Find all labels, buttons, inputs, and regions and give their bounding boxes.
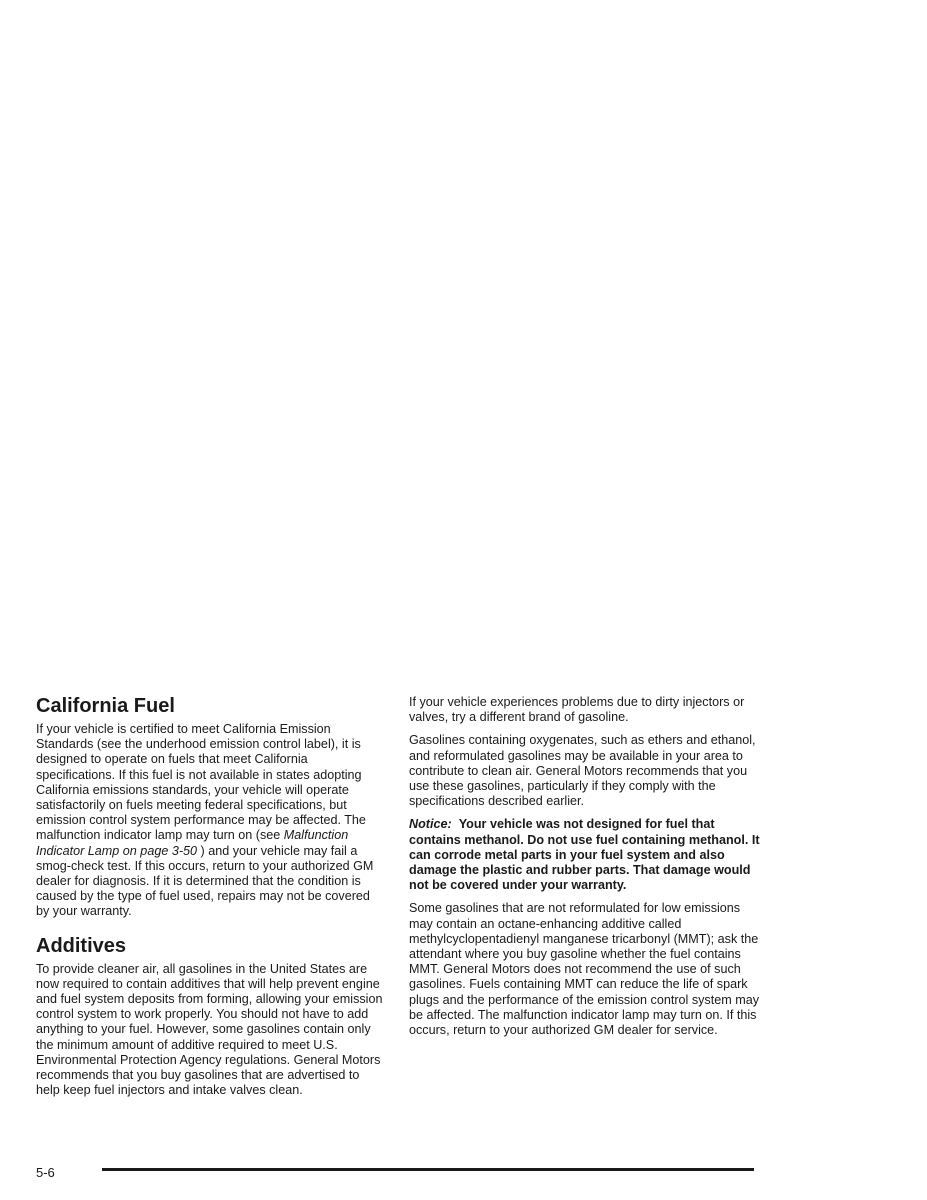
dirty-injectors-paragraph: If your vehicle experiences problems due to dirty injectors or valves, try a different brand of gasoline. xyxy=(409,695,745,725)
right-column xyxy=(409,695,761,1046)
california-fuel-text-end: ) and your vehicle may fail a smog-check test. If this occurs, return to your authorized GM dealer for diagnosis. If it is determined that the condition is caused by the type of fuel used, repairs may not be covered by your warranty. xyxy=(36,843,374,919)
left-column xyxy=(36,694,386,1106)
additives-paragraph: To provide cleaner air, all gasolines in the United States are now required to contain additives that will help prevent engine and fuel system deposits from forming, allowing your emission control system to work properly. You should not have to add anything to your fuel. However, some gasolines contain only the minimum amount of additive required to meet U.S. Environmental Protection Agency regulations. General Motors recommends that you buy gasolines that are advertised to help keep fuel injectors and intake valves clean. xyxy=(36,961,383,1098)
california-fuel-heading: California Fuel xyxy=(36,695,175,717)
methanol-notice xyxy=(409,817,761,893)
notice-text: Your vehicle was not designed for fuel that contains methanol. Do not use fuel containing methanol. It can corrode metal parts in your fuel system and also damage the plastic and rubber parts. That damage would not be covered under your warranty. xyxy=(409,817,760,893)
malfunction-lamp-cross-reference[interactable]: Malfunction Indicator Lamp on page 3-50 xyxy=(36,828,349,858)
page-number: 5-6 xyxy=(36,1165,55,1180)
additives-heading: Additives xyxy=(36,934,127,957)
california-fuel-paragraph xyxy=(36,722,386,920)
footer-rule xyxy=(102,1168,754,1171)
oxygenates-paragraph: Gasolines containing oxygenates, such as ethers and ethanol, and reformulated gasolines may be available in your area to contribute to clean air. General Motors recommends that you use these gasolines, particularly if they comply with the specifications described earlier. xyxy=(409,733,756,809)
california-fuel-text-start: If your vehicle is certified to meet California Emission Standards (see the underhood emission control label), it is designed to operate on fuels that meet California specifications. If this fuel is not available in states adopting California emissions standards, your vehicle will operate satisfactorily on fuels meeting federal specifications, but emission control system performance may be affected. The malfunction indicator lamp may turn on (see xyxy=(36,722,366,843)
notice-label: Notice: xyxy=(409,817,452,832)
mmt-paragraph: Some gasolines that are not reformulated for low emissions may contain an octane-enhancing additive called methylcyclopentadienyl manganese tricarbonyl (MMT); ask the attendant where you buy gasoline whether the fuel contains MMT. General Motors does not recommend the use of such gasolines. Fuels containing MMT can reduce the life of spark plugs and the performance of the emission control system may be affected. The malfunction indicator lamp may turn on. If this occurs, return to your authorized GM dealer for service. xyxy=(409,901,759,1038)
